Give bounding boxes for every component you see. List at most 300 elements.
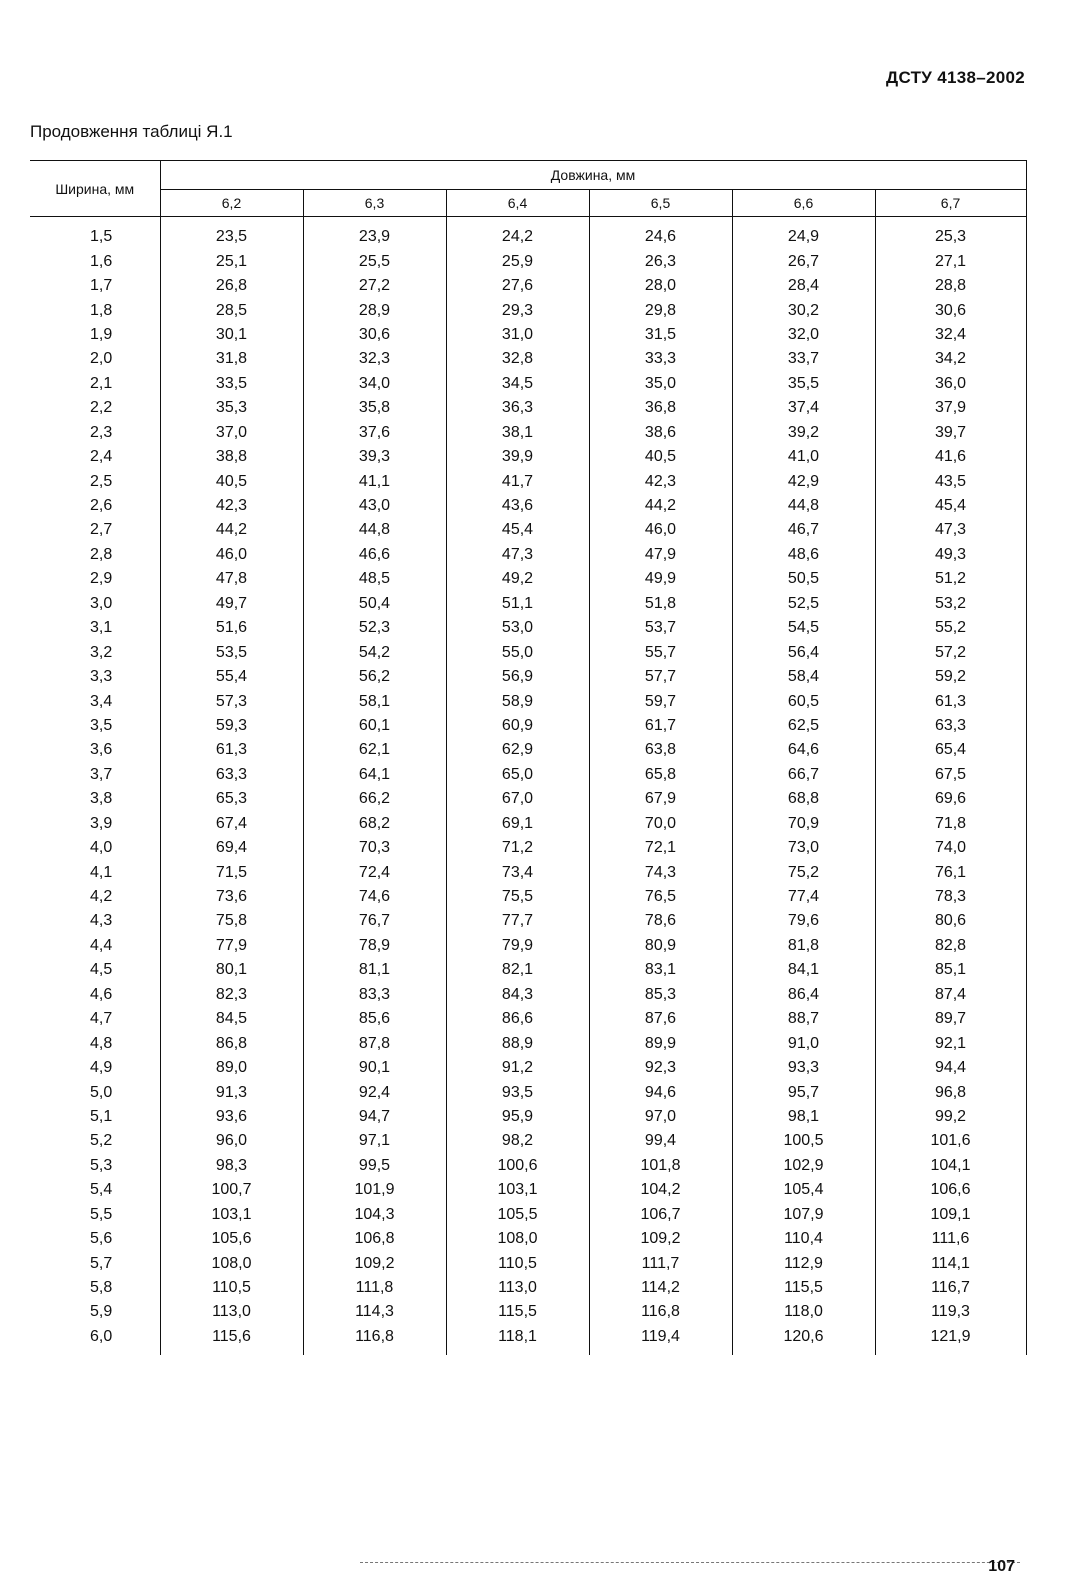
width-cell: 3,0	[90, 594, 113, 612]
value-cell: 85,3	[589, 983, 732, 1007]
value-cell: 93,6	[160, 1105, 303, 1129]
value-cell: 75,5	[446, 885, 589, 909]
value-cell: 50,5	[732, 567, 875, 591]
width-cell: 1,9	[90, 325, 113, 343]
value-cell: 54,5	[732, 616, 875, 640]
table-row	[30, 347, 1026, 371]
value-cell: 44,8	[732, 494, 875, 518]
value-cell: 33,5	[160, 372, 303, 396]
table-row	[30, 836, 1026, 860]
value-cell: 116,7	[875, 1276, 1026, 1300]
value-cell: 86,4	[732, 983, 875, 1007]
value-cell: 80,6	[875, 909, 1026, 933]
value-cell: 60,9	[446, 714, 589, 738]
value-cell: 25,3	[875, 217, 1026, 250]
table-row	[30, 372, 1026, 396]
value-cell: 76,1	[875, 860, 1026, 884]
value-cell: 99,5	[303, 1154, 446, 1178]
value-cell: 104,2	[589, 1178, 732, 1202]
value-cell: 118,0	[732, 1300, 875, 1324]
table-row	[30, 1300, 1026, 1324]
value-cell: 60,1	[303, 714, 446, 738]
value-cell: 29,8	[589, 298, 732, 322]
value-cell: 35,0	[589, 372, 732, 396]
value-cell: 104,3	[303, 1203, 446, 1227]
width-cell: 3,6	[90, 741, 113, 759]
standard-code: ДСТУ 4138–2002	[886, 68, 1025, 87]
value-cell: 49,3	[875, 543, 1026, 567]
value-cell: 110,4	[732, 1227, 875, 1251]
length-columns-row	[30, 190, 1026, 217]
table-row	[30, 1227, 1026, 1251]
value-cell: 93,5	[446, 1080, 589, 1104]
width-cell: 4,1	[90, 863, 113, 881]
value-cell: 108,0	[446, 1227, 589, 1251]
value-cell: 63,3	[160, 763, 303, 787]
value-cell: 105,6	[160, 1227, 303, 1251]
value-cell: 32,8	[446, 347, 589, 371]
width-cell: 5,4	[90, 1181, 113, 1199]
value-cell: 75,2	[732, 860, 875, 884]
value-cell: 91,2	[446, 1056, 589, 1080]
value-cell: 89,0	[160, 1056, 303, 1080]
width-cell: 5,2	[90, 1132, 113, 1150]
value-cell: 32,0	[732, 323, 875, 347]
value-cell: 115,5	[446, 1300, 589, 1324]
value-cell: 96,0	[160, 1129, 303, 1153]
value-cell: 43,0	[303, 494, 446, 518]
value-cell: 36,0	[875, 372, 1026, 396]
table-row	[30, 983, 1026, 1007]
width-cell: 1,8	[90, 301, 113, 319]
value-cell: 82,8	[875, 934, 1026, 958]
value-cell: 68,8	[732, 787, 875, 811]
value-cell: 44,2	[160, 518, 303, 542]
table-row	[30, 249, 1026, 273]
value-cell: 113,0	[160, 1300, 303, 1324]
value-cell: 103,1	[446, 1178, 589, 1202]
value-cell: 121,9	[875, 1325, 1026, 1355]
table-row	[30, 1276, 1026, 1300]
table-row	[30, 518, 1026, 542]
value-cell: 28,5	[160, 298, 303, 322]
value-cell: 118,1	[446, 1325, 589, 1355]
value-cell: 38,6	[589, 421, 732, 445]
value-cell: 31,0	[446, 323, 589, 347]
value-cell: 35,3	[160, 396, 303, 420]
value-cell: 65,0	[446, 763, 589, 787]
value-cell: 87,8	[303, 1031, 446, 1055]
value-cell: 86,6	[446, 1007, 589, 1031]
value-cell: 51,1	[446, 592, 589, 616]
area-table	[30, 160, 1027, 1355]
value-cell: 38,1	[446, 421, 589, 445]
value-cell: 74,0	[875, 836, 1026, 860]
value-cell: 42,9	[732, 469, 875, 493]
table-row	[30, 1056, 1026, 1080]
table-row	[30, 909, 1026, 933]
value-cell: 23,9	[303, 217, 446, 250]
table-row	[30, 616, 1026, 640]
value-cell: 102,9	[732, 1154, 875, 1178]
value-cell: 115,5	[732, 1276, 875, 1300]
table-row	[30, 421, 1026, 445]
value-cell: 43,6	[446, 494, 589, 518]
value-cell: 79,9	[446, 934, 589, 958]
value-cell: 69,1	[446, 812, 589, 836]
value-cell: 72,1	[589, 836, 732, 860]
value-cell: 79,6	[732, 909, 875, 933]
table-row	[30, 592, 1026, 616]
value-cell: 109,2	[303, 1251, 446, 1275]
table-row	[30, 298, 1026, 322]
value-cell: 23,5	[160, 217, 303, 250]
value-cell: 60,5	[732, 689, 875, 713]
value-cell: 109,2	[589, 1227, 732, 1251]
value-cell: 81,1	[303, 958, 446, 982]
length-column-header: 6,5	[589, 190, 732, 217]
value-cell: 51,2	[875, 567, 1026, 591]
value-cell: 46,6	[303, 543, 446, 567]
value-cell: 92,4	[303, 1080, 446, 1104]
value-cell: 83,1	[589, 958, 732, 982]
value-cell: 49,9	[589, 567, 732, 591]
value-cell: 119,4	[589, 1325, 732, 1355]
value-cell: 94,7	[303, 1105, 446, 1129]
table-body	[30, 217, 1026, 1356]
value-cell: 114,3	[303, 1300, 446, 1324]
table-row	[30, 494, 1026, 518]
value-cell: 64,1	[303, 763, 446, 787]
value-cell: 103,1	[160, 1203, 303, 1227]
value-cell: 56,9	[446, 665, 589, 689]
value-cell: 49,7	[160, 592, 303, 616]
width-cell: 4,9	[90, 1059, 113, 1077]
value-cell: 42,3	[589, 469, 732, 493]
value-cell: 92,1	[875, 1031, 1026, 1055]
value-cell: 56,4	[732, 640, 875, 664]
value-cell: 61,3	[160, 738, 303, 762]
length-group-header: Довжина, мм	[160, 161, 1026, 190]
value-cell: 62,1	[303, 738, 446, 762]
value-cell: 55,7	[589, 640, 732, 664]
table-row	[30, 1080, 1026, 1104]
width-cell: 1,5	[90, 228, 113, 246]
value-cell: 33,7	[732, 347, 875, 371]
value-cell: 104,1	[875, 1154, 1026, 1178]
table-row	[30, 812, 1026, 836]
value-cell: 95,9	[446, 1105, 589, 1129]
value-cell: 92,3	[589, 1056, 732, 1080]
value-cell: 67,5	[875, 763, 1026, 787]
width-cell: 4,8	[90, 1034, 113, 1052]
value-cell: 30,1	[160, 323, 303, 347]
value-cell: 28,9	[303, 298, 446, 322]
value-cell: 107,9	[732, 1203, 875, 1227]
value-cell: 32,4	[875, 323, 1026, 347]
value-cell: 35,5	[732, 372, 875, 396]
value-cell: 85,6	[303, 1007, 446, 1031]
value-cell: 114,1	[875, 1251, 1026, 1275]
value-cell: 91,0	[732, 1031, 875, 1055]
width-cell: 2,1	[90, 374, 113, 392]
value-cell: 99,2	[875, 1105, 1026, 1129]
value-cell: 111,8	[303, 1276, 446, 1300]
value-cell: 112,9	[732, 1251, 875, 1275]
value-cell: 106,7	[589, 1203, 732, 1227]
table-row	[30, 396, 1026, 420]
value-cell: 89,9	[589, 1031, 732, 1055]
value-cell: 30,6	[875, 298, 1026, 322]
value-cell: 84,3	[446, 983, 589, 1007]
length-column-header: 6,2	[160, 190, 303, 217]
length-column-header: 6,6	[732, 190, 875, 217]
value-cell: 24,9	[732, 217, 875, 250]
value-cell: 26,3	[589, 249, 732, 273]
value-cell: 24,2	[446, 217, 589, 250]
length-column-header: 6,3	[303, 190, 446, 217]
length-column-header: 6,4	[446, 190, 589, 217]
value-cell: 61,3	[875, 689, 1026, 713]
value-cell: 115,6	[160, 1325, 303, 1355]
value-cell: 101,8	[589, 1154, 732, 1178]
table-row	[30, 763, 1026, 787]
value-cell: 45,4	[875, 494, 1026, 518]
value-cell: 70,3	[303, 836, 446, 860]
value-cell: 98,3	[160, 1154, 303, 1178]
value-cell: 58,9	[446, 689, 589, 713]
value-cell: 68,2	[303, 812, 446, 836]
value-cell: 39,7	[875, 421, 1026, 445]
table-row	[30, 1007, 1026, 1031]
value-cell: 54,2	[303, 640, 446, 664]
value-cell: 98,2	[446, 1129, 589, 1153]
value-cell: 34,5	[446, 372, 589, 396]
width-cell: 2,3	[90, 423, 113, 441]
value-cell: 34,0	[303, 372, 446, 396]
width-cell: 5,1	[90, 1107, 113, 1125]
value-cell: 57,3	[160, 689, 303, 713]
value-cell: 48,6	[732, 543, 875, 567]
value-cell: 96,8	[875, 1080, 1026, 1104]
width-cell: 4,2	[90, 888, 113, 906]
value-cell: 78,3	[875, 885, 1026, 909]
value-cell: 71,2	[446, 836, 589, 860]
value-cell: 77,4	[732, 885, 875, 909]
value-cell: 69,4	[160, 836, 303, 860]
value-cell: 41,6	[875, 445, 1026, 469]
value-cell: 57,2	[875, 640, 1026, 664]
value-cell: 67,9	[589, 787, 732, 811]
value-cell: 30,6	[303, 323, 446, 347]
table-row	[30, 860, 1026, 884]
value-cell: 76,5	[589, 885, 732, 909]
value-cell: 28,0	[589, 274, 732, 298]
width-cell: 5,6	[90, 1230, 113, 1248]
width-cell: 4,7	[90, 1010, 113, 1028]
value-cell: 28,8	[875, 274, 1026, 298]
value-cell: 78,9	[303, 934, 446, 958]
value-cell: 111,6	[875, 1227, 1026, 1251]
width-cell: 3,4	[90, 692, 113, 710]
value-cell: 47,9	[589, 543, 732, 567]
value-cell: 39,3	[303, 445, 446, 469]
table-row	[30, 543, 1026, 567]
value-cell: 46,0	[160, 543, 303, 567]
value-cell: 31,8	[160, 347, 303, 371]
table-row	[30, 1203, 1026, 1227]
value-cell: 82,1	[446, 958, 589, 982]
value-cell: 65,3	[160, 787, 303, 811]
value-cell: 69,6	[875, 787, 1026, 811]
value-cell: 100,7	[160, 1178, 303, 1202]
value-cell: 25,5	[303, 249, 446, 273]
value-cell: 99,4	[589, 1129, 732, 1153]
page-number: 107	[988, 1558, 1015, 1575]
value-cell: 51,6	[160, 616, 303, 640]
value-cell: 59,7	[589, 689, 732, 713]
value-cell: 53,5	[160, 640, 303, 664]
value-cell: 94,4	[875, 1056, 1026, 1080]
width-cell: 1,7	[90, 277, 113, 295]
table-row	[30, 217, 1026, 250]
table-row	[30, 567, 1026, 591]
value-cell: 47,3	[446, 543, 589, 567]
value-cell: 31,5	[589, 323, 732, 347]
value-cell: 35,8	[303, 396, 446, 420]
width-cell: 2,9	[90, 570, 113, 588]
width-cell: 3,9	[90, 814, 113, 832]
value-cell: 32,3	[303, 347, 446, 371]
value-cell: 56,2	[303, 665, 446, 689]
value-cell: 58,1	[303, 689, 446, 713]
table-row	[30, 689, 1026, 713]
value-cell: 37,6	[303, 421, 446, 445]
value-cell: 44,8	[303, 518, 446, 542]
width-cell: 3,7	[90, 765, 113, 783]
value-cell: 27,6	[446, 274, 589, 298]
value-cell: 109,1	[875, 1203, 1026, 1227]
value-cell: 73,4	[446, 860, 589, 884]
value-cell: 78,6	[589, 909, 732, 933]
table-row	[30, 274, 1026, 298]
value-cell: 110,5	[160, 1276, 303, 1300]
width-cell: 5,3	[90, 1156, 113, 1174]
value-cell: 100,6	[446, 1154, 589, 1178]
value-cell: 37,9	[875, 396, 1026, 420]
value-cell: 97,0	[589, 1105, 732, 1129]
value-cell: 94,6	[589, 1080, 732, 1104]
value-cell: 51,8	[589, 592, 732, 616]
value-cell: 66,7	[732, 763, 875, 787]
value-cell: 62,9	[446, 738, 589, 762]
width-cell: 3,1	[90, 619, 113, 637]
value-cell: 101,9	[303, 1178, 446, 1202]
table-row	[30, 1129, 1026, 1153]
value-cell: 120,6	[732, 1325, 875, 1355]
value-cell: 33,3	[589, 347, 732, 371]
width-cell: 2,4	[90, 448, 113, 466]
value-cell: 24,6	[589, 217, 732, 250]
table-row	[30, 885, 1026, 909]
value-cell: 67,0	[446, 787, 589, 811]
value-cell: 63,8	[589, 738, 732, 762]
value-cell: 28,4	[732, 274, 875, 298]
value-cell: 39,2	[732, 421, 875, 445]
width-cell: 4,4	[90, 936, 113, 954]
width-cell: 4,6	[90, 985, 113, 1003]
value-cell: 58,4	[732, 665, 875, 689]
value-cell: 111,7	[589, 1251, 732, 1275]
value-cell: 57,7	[589, 665, 732, 689]
value-cell: 62,5	[732, 714, 875, 738]
value-cell: 73,0	[732, 836, 875, 860]
value-cell: 53,7	[589, 616, 732, 640]
value-cell: 63,3	[875, 714, 1026, 738]
value-cell: 45,4	[446, 518, 589, 542]
value-cell: 82,3	[160, 983, 303, 1007]
value-cell: 89,7	[875, 1007, 1026, 1031]
width-cell: 3,5	[90, 716, 113, 734]
value-cell: 59,3	[160, 714, 303, 738]
width-cell: 5,8	[90, 1279, 113, 1297]
value-cell: 66,2	[303, 787, 446, 811]
value-cell: 83,3	[303, 983, 446, 1007]
value-cell: 36,3	[446, 396, 589, 420]
value-cell: 98,1	[732, 1105, 875, 1129]
table-row	[30, 738, 1026, 762]
width-cell: 4,5	[90, 961, 113, 979]
value-cell: 106,6	[875, 1178, 1026, 1202]
value-cell: 34,2	[875, 347, 1026, 371]
value-cell: 74,6	[303, 885, 446, 909]
width-cell: 2,5	[90, 472, 113, 490]
value-cell: 27,2	[303, 274, 446, 298]
value-cell: 84,1	[732, 958, 875, 982]
table-row	[30, 469, 1026, 493]
value-cell: 44,2	[589, 494, 732, 518]
table-row	[30, 323, 1026, 347]
table-caption: Продовження таблиці Я.1	[30, 122, 233, 141]
value-cell: 70,0	[589, 812, 732, 836]
value-cell: 47,8	[160, 567, 303, 591]
scan-artifact-line	[360, 1562, 1020, 1565]
value-cell: 81,8	[732, 934, 875, 958]
table-row	[30, 1251, 1026, 1275]
value-cell: 38,8	[160, 445, 303, 469]
value-cell: 84,5	[160, 1007, 303, 1031]
value-cell: 80,1	[160, 958, 303, 982]
width-cell: 4,3	[90, 912, 113, 930]
value-cell: 41,7	[446, 469, 589, 493]
value-cell: 74,3	[589, 860, 732, 884]
value-cell: 70,9	[732, 812, 875, 836]
width-cell: 2,0	[90, 350, 113, 368]
value-cell: 48,5	[303, 567, 446, 591]
width-cell: 2,6	[90, 497, 113, 515]
width-cell: 5,5	[90, 1205, 113, 1223]
width-cell: 3,8	[90, 790, 113, 808]
value-cell: 39,9	[446, 445, 589, 469]
value-cell: 116,8	[303, 1325, 446, 1355]
value-cell: 113,0	[446, 1276, 589, 1300]
value-cell: 105,4	[732, 1178, 875, 1202]
width-cell: 6,0	[90, 1327, 113, 1345]
value-cell: 55,4	[160, 665, 303, 689]
value-cell: 40,5	[160, 469, 303, 493]
table-row	[30, 958, 1026, 982]
value-cell: 65,4	[875, 738, 1026, 762]
